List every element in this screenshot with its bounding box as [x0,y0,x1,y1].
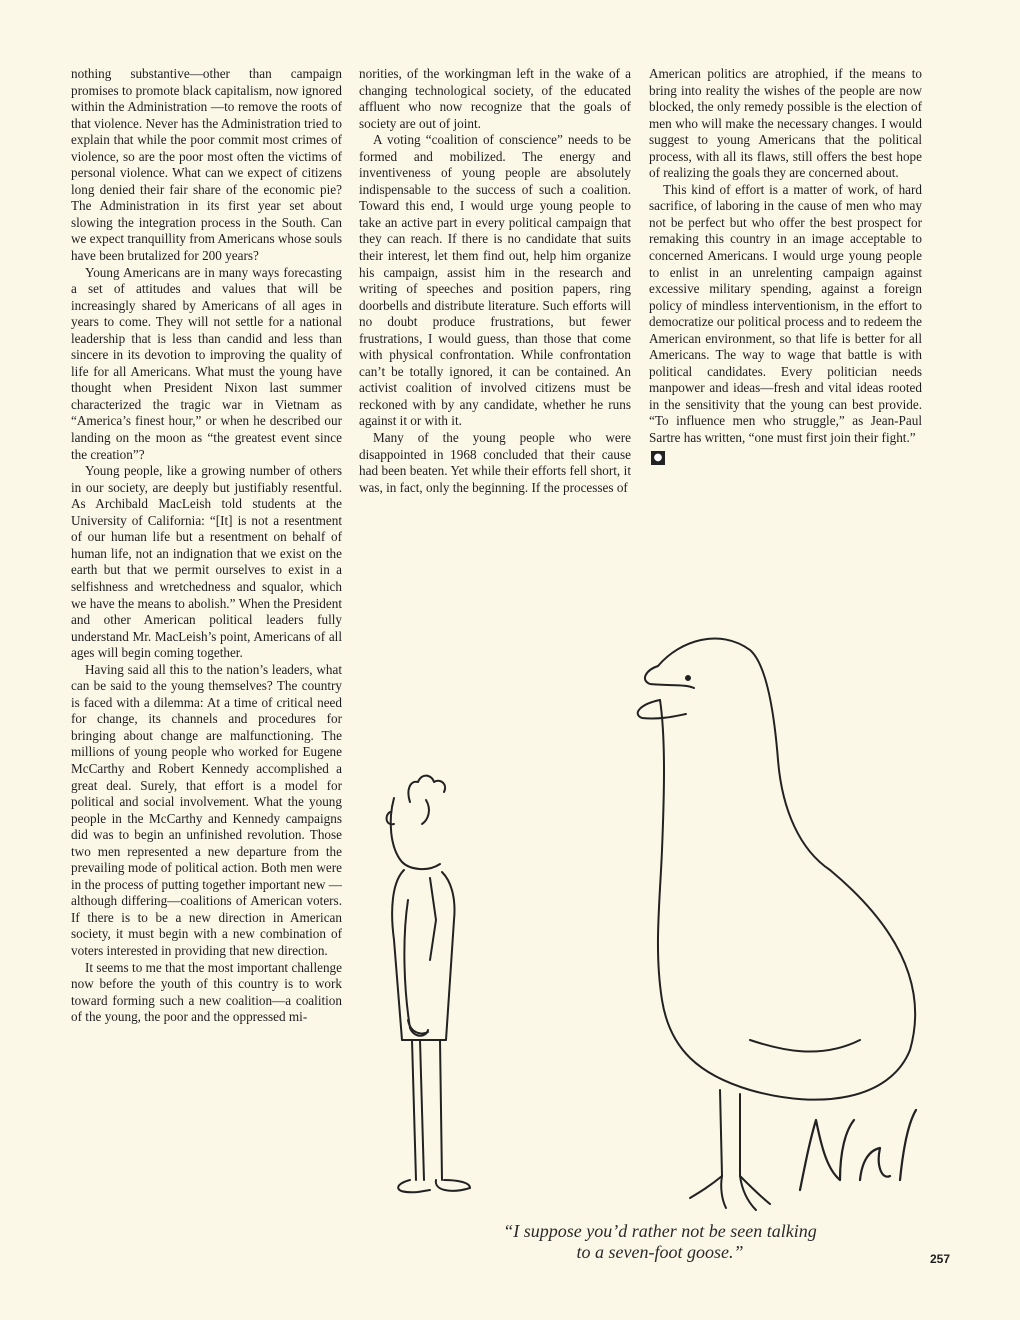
paragraph: This kind of effort is a matter of work, of hard sacrifice, of laboring in the cause of men who may not be perfect but who offer the best prospect for remaking this country in an image acceptable to concerned Americans. I would urge young people to enlist in an unrelenting campaign against excessive military spending, against a foreign policy of mindless interventionism, in the effort to democratize our political process and to redeem the American environment, so that life is better for all Americans. The way to wage that battle is with political candidates. Every politician needs manpower and ideas—fresh and vital ideas rooted in the sensitivity that the young can best provide. “To influence men who struggle,” as Jean-Paul Sartre has written, “one must first join their fight.” [649,181,922,446]
article-column-2 [359,66,631,496]
paragraph: Young Americans are in many ways forecasting a set of attitudes and values that will be increasingly shared by Americans of all ages in years to come. They will not settle for a national leadership that is less than candid and less than sincere in its devotion to improving the quality of life for all Americans. What must the young have thought when President Nixon last summer characterized the tragic war in Vietnam as “America’s finest hour,” or when he described our landing on the moon as “the greatest event since the creation”? [71,264,342,462]
page-number: 257 [930,1252,951,1266]
artist-signature [800,1110,916,1190]
paragraph: norities, of the workingman left in the wake of a changing technological society, of the educated affluent who now recognize that the goals of society are out of joint. [359,66,631,131]
goose-figure [638,639,916,1210]
cartoon-illustration [370,620,950,1220]
paragraph: Having said all this to the nation’s leaders, what can be said to the young themselves? The country is faced with a dilemma: At a time of critical need for change, its channels and procedures for bringing about change are malfunctioning. The millions of young people who worked for Eugene McCarthy and Robert Kennedy accomplished a great deal. Surely, that effort is a model for political and social involvement. What the young people in the McCarthy and Kennedy campaigns did was to begin an unfinished revolution. Those two men represented a new departure from the prevailing mode of political action. Both men were in the process of putting together important new —although differing—coalitions of American voters. If there is to be a new direction in American society, it must begin with a new combination of voters interested in providing that new direction. [71,661,342,958]
article-column-1 [71,66,342,1026]
cartoon-caption [400,1221,920,1263]
article-column-3 [649,66,922,465]
paragraph: Young people, like a growing number of others in our society, are deeply but justifiably resentful. As Archibald MacLeish told students at the University of California: “[It] is not a resentment of our human life but a resentment on behalf of human life, not an indignation that we exist on the earth but that we permit ourselves to exist in a selfishness and wretchedness and squalor, which we have the means to abolish.” When the President and other American political leaders fully understand Mr. MacLeish’s point, Americans of all ages will begin coming together. [71,463,342,661]
paragraph: American politics are atrophied, if the means to bring into reality the wishes of the people are now blocked, the only remedy possible is the election of men who will make the necessary changes. I would suggest to young Americans that the political process, with all its flaws, still offers the best hope of realizing the goals they are concerned about. [649,66,922,181]
paragraph: A voting “coalition of conscience” needs to be formed and mobilized. The energy and inventiveness of young people are absolutely indispensable to the success of such a coalition. Toward this end, I would urge young people to take an active part in every political campaign that they can reach. If there is no candidate that suits their interest, let them find out, help him organize his campaign, assist him in the research and writing of speeches and position papers, ring doorbells and distribute literature. Such efforts will no doubt produce frustrations, but fewer frustrations, I would guess, than those that come with physical confrontation. While confrontation can’t be totally ignored, it can be contained. An activist coalition of involved citizens must be reckoned with by any candidate, whether he runs against it or with it. [359,132,631,429]
paragraph: Many of the young people who were disappointed in 1968 concluded that their cause had been beaten. Yet while their efforts fell short, it was, in fact, only the beginning. If the processes of [359,430,631,495]
playboy-bunny-icon: ● [651,451,665,465]
paragraph: nothing substantive—other than campaign promises to promote black capitalism, now ignored within the Administration —to remove the roots of that violence. Never has the Administration tried to explain that while the poor commit most crimes of violence, so are the poor most often the victims of personal violence. What can we expect of citizens long denied their fair share of the economic pie? The Administration in its first year set about slowing the integration process in the South. Can we expect tranquillity from Americans whose souls have been brutalized for 200 years? [71,66,343,264]
caption-line: “I suppose you’d rather not be seen talking [503,1221,817,1241]
paragraph: It seems to me that the most important challenge now before the youth of this country is to work toward forming such a new coalition—a coalition of the young, the poor and the oppressed mi- [71,959,342,1025]
man-figure [387,776,470,1193]
caption-line: to a seven-foot goose.” [576,1242,744,1262]
